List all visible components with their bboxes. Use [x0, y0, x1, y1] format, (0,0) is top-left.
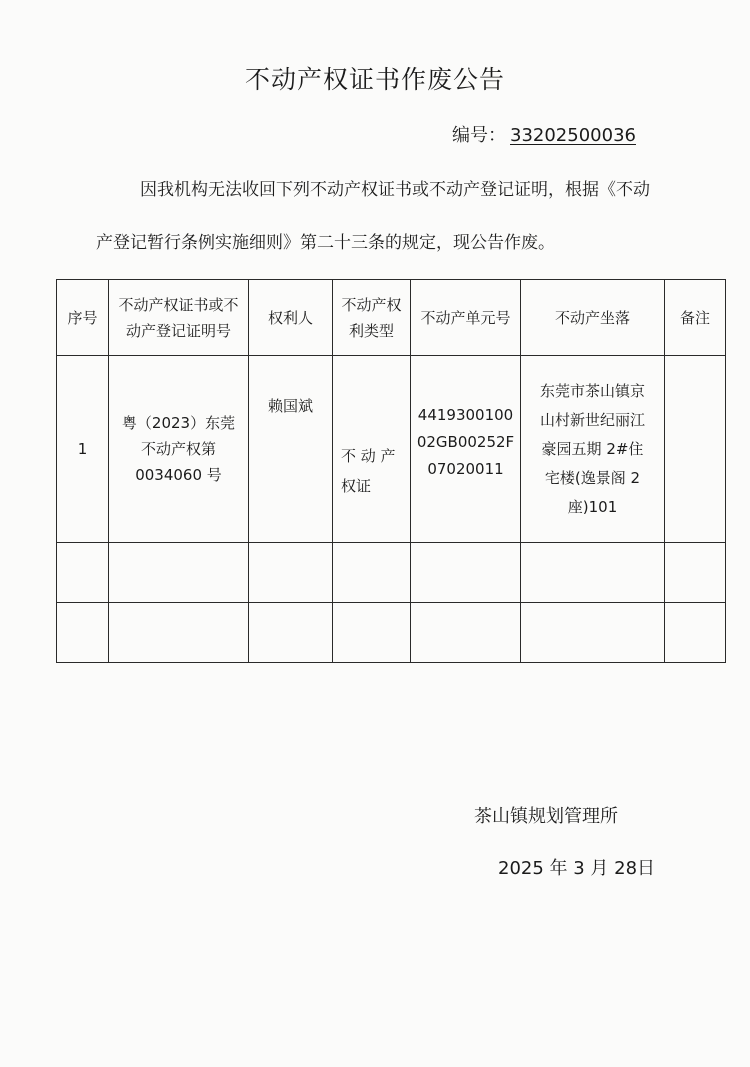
location-line-5: 座)101: [567, 497, 618, 516]
header-index: 序号: [57, 280, 109, 356]
empty-cell: [57, 543, 109, 603]
empty-cell: [333, 603, 411, 663]
location-line-2: 山村新世纪丽江: [539, 410, 645, 429]
empty-cell: [333, 543, 411, 603]
issue-date: 2025 年 3 月 28日: [498, 858, 656, 879]
cell-unit-number: [411, 356, 521, 543]
empty-cell: [249, 543, 333, 603]
empty-table-row: [57, 603, 726, 663]
cell-right-type: [333, 356, 411, 543]
table-row: [57, 356, 726, 543]
header-holder: 权利人: [249, 280, 333, 356]
empty-cell: [249, 603, 333, 663]
voided-certificates-table: [56, 279, 726, 663]
empty-cell: [521, 543, 665, 603]
location-line-3: 豪园五期 2#住: [541, 439, 644, 458]
unit-number-line-3: 07020011: [427, 459, 504, 478]
cell-location: [521, 356, 665, 543]
certificate-line-2: 不动产权第: [140, 440, 216, 458]
header-type-line-1: 不动产权: [341, 295, 402, 314]
unit-number-line-1: 4419300100: [417, 405, 514, 424]
certificate-line-1: 粤（2023）东莞: [121, 414, 236, 432]
empty-cell: [109, 543, 249, 603]
serial-label: 编号：: [452, 125, 506, 146]
location-line-1: 东莞市茶山镇京: [539, 381, 645, 400]
empty-cell: [109, 603, 249, 663]
unit-number-line-2: 02GB00252F: [416, 432, 515, 451]
certificate-line-3: 0034060 号: [135, 466, 222, 484]
serial-number: 33202500036: [510, 125, 636, 146]
cell-holder: [249, 356, 333, 543]
notice-body-line-2: 产登记暂行条例实施细则》第二十三条的规定，现公告作废。: [96, 233, 555, 253]
cell-certificate-number: [109, 356, 249, 543]
issuing-organization: 茶山镇规划管理所: [474, 806, 618, 827]
cell-remark: [665, 356, 726, 543]
page-title: 不动产权证书作废公告: [244, 65, 505, 94]
serial-number-line: [452, 121, 636, 147]
header-certificate-line-2: 动产登记证明号: [125, 321, 231, 340]
header-remark: 备注: [665, 280, 726, 356]
notice-body-line-1: 因我机构无法收回下列不动产权证书或不动产登记证明，根据《不动: [140, 180, 650, 200]
right-type-line-1: 不 动 产: [341, 447, 396, 465]
header-unit-number: 不动产单元号: [411, 280, 521, 356]
header-type-line-2: 利类型: [348, 321, 394, 340]
header-location: 不动产坐落: [521, 280, 665, 356]
empty-cell: [411, 603, 521, 663]
empty-cell: [665, 603, 726, 663]
header-certificate-number: [109, 280, 249, 356]
right-type-line-2: 权证: [341, 477, 372, 495]
empty-cell: [521, 603, 665, 663]
header-right-type: [333, 280, 411, 356]
holder-name: 赖国斌: [267, 397, 313, 415]
empty-cell: [57, 603, 109, 663]
location-line-4: 宅楼(逸景阁 2: [544, 468, 641, 487]
cell-index: 1: [57, 356, 109, 543]
empty-cell: [665, 543, 726, 603]
empty-cell: [411, 543, 521, 603]
empty-table-row: [57, 543, 726, 603]
table-header-row: [57, 280, 726, 356]
header-certificate-line-1: 不动产权证书或不: [118, 295, 239, 314]
